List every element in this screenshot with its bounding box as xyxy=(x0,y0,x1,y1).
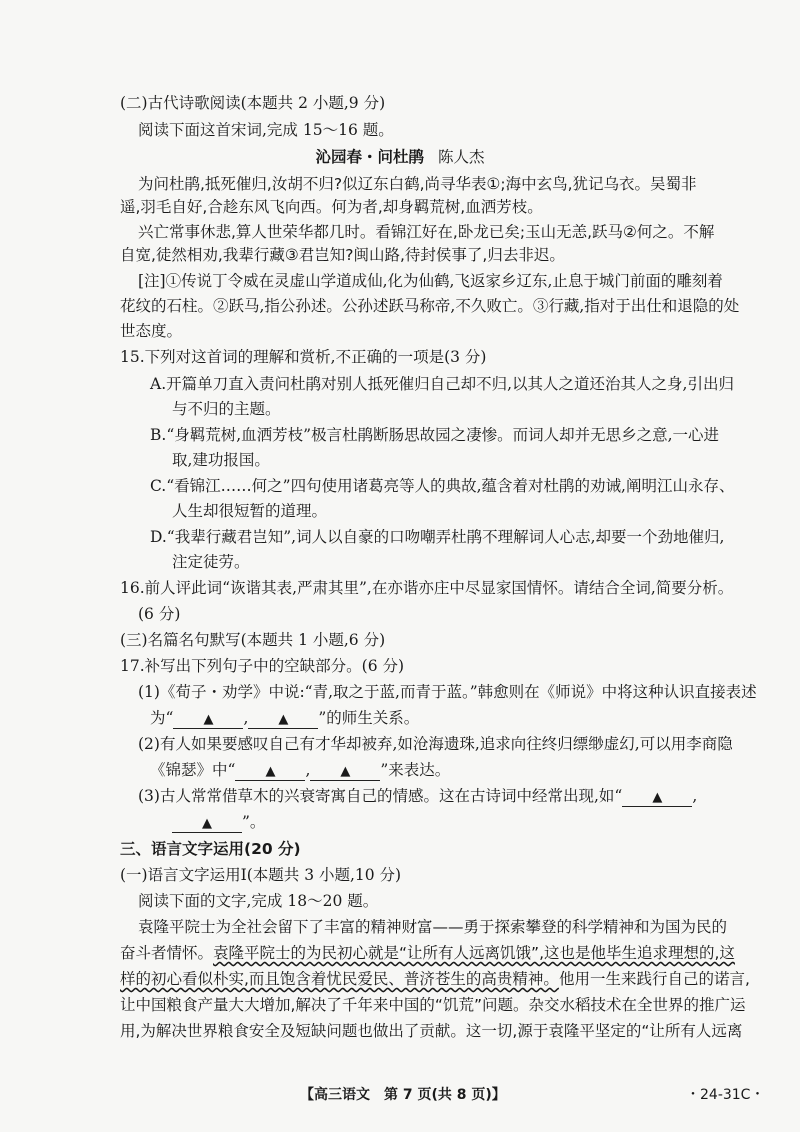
triangle-icon: ▲ xyxy=(265,764,276,779)
part-3-instruction: 阅读下面的文字,完成 18～20 题。 xyxy=(138,892,379,910)
section-heading-poetry: (二)古代诗歌阅读(本题共 2 小题,9 分) xyxy=(120,94,386,112)
passage-line: 袁隆平院士为全社会留下了丰富的精神财富——勇于探索攀登的科学精神和为国为民的 xyxy=(138,918,728,936)
q15-option-c-cont: 人生却很短暂的道理。 xyxy=(172,502,328,520)
poem-author: 陈人杰 xyxy=(438,148,485,166)
answer-blank[interactable] xyxy=(172,812,242,833)
answer-blank[interactable] xyxy=(235,760,305,781)
passage-line xyxy=(120,942,735,964)
footer-page-info: 【高三语文 第 7 页(共 8 页)】 xyxy=(300,1087,506,1103)
question-16-stem: 16.前人评此词“诙谐其表,严肃其里”,在亦谐亦庄中尽显家国情怀。请结合全词,简要分析。 xyxy=(120,579,734,597)
q15-option-a: A.开篇单刀直入责问杜鹃对别人抵死催归自己却不归,以其人之道还治其人之身,引出归 xyxy=(150,375,734,393)
q17-item-1-blanks xyxy=(150,707,419,729)
q17-item-2: (2)有人如果要感叹自己有才华却被弃,如沧海遗珠,追求向往终归缥缈虚幻,可以用李商隐 xyxy=(138,735,733,753)
q17-item-3 xyxy=(138,785,697,807)
part-3-subheading: (一)语言文字运用Ⅰ(本题共 3 小题,10 分) xyxy=(120,866,402,884)
passage-line: 用,为解决世界粮食安全及短缺问题也做出了贡献。这一切,源于袁隆平坚定的“让所有人远离 xyxy=(120,1022,743,1040)
q15-option-a-cont: 与不归的主题。 xyxy=(172,400,281,418)
poem-note: 花纹的石柱。②跃马,指公孙述。公孙述跃马称帝,不久败亡。③行藏,指对于出仕和退隐的处 xyxy=(120,297,740,315)
poem-title-line xyxy=(0,146,800,168)
passage-text: 奋斗者情怀。 xyxy=(120,944,214,962)
q17-item-1-separator: , xyxy=(243,709,249,727)
poem-note: 世态度。 xyxy=(120,322,183,340)
poem-note: [注]①传说丁令威在灵虚山学道成仙,化为仙鹤,飞返家乡辽东,止息于城门前面的雕刻着 xyxy=(138,272,723,290)
passage-line: 让中国粮食产量大大增加,解决了千年来中国的“饥荒”问题。杂交水稻技术在全世界的推广运 xyxy=(120,996,746,1014)
triangle-icon: ▲ xyxy=(340,764,351,779)
part-3-heading: 三、语言文字运用(20 分) xyxy=(120,840,301,858)
footer-code: ・24-31C・ xyxy=(686,1087,765,1103)
q17-item-1-suffix: ”的师生关系。 xyxy=(318,709,420,727)
q15-option-d-cont: 注定徒劳。 xyxy=(172,553,250,571)
question-17-stem: 17.补写出下列句子中的空缺部分。(6 分) xyxy=(120,657,405,675)
q15-option-b-cont: 取,建功报国。 xyxy=(172,451,270,469)
q15-option-d: D.“我辈行藏君岂知”,词人以自豪的口吻嘲弄杜鹃不理解词人心志,却要一个劲地催归, xyxy=(150,528,725,546)
q15-option-c: C.“看锦江……何之”四句使用诸葛亮等人的典故,蕴含着对杜鹃的劝诫,阐明江山永存、 xyxy=(150,477,735,495)
answer-blank[interactable] xyxy=(173,708,243,729)
passage-text: 他用一生来践行自己的诺言, xyxy=(558,970,750,988)
answer-blank[interactable] xyxy=(310,760,380,781)
triangle-icon: ▲ xyxy=(203,712,214,727)
poem-line: 兴亡常事休悲,算人世荣华都几时。看锦江好在,卧龙已矣;玉山无恙,跃马②何之。不解 xyxy=(138,223,715,241)
triangle-icon: ▲ xyxy=(202,816,212,831)
answer-blank[interactable] xyxy=(622,786,692,807)
section-heading-dictation: (三)名篇名句默写(本题共 1 小题,6 分) xyxy=(120,631,386,649)
triangle-icon: ▲ xyxy=(278,712,289,727)
q17-item-3-suffix: ”。 xyxy=(242,813,266,831)
q15-option-b: B.“身羁荒树,血洒芳枝”极言杜鹃断肠思故园之凄惨。而词人却并无思乡之意,一心进 xyxy=(150,426,720,444)
q17-item-2-prefix: 《锦瑟》中“ xyxy=(150,761,236,779)
answer-blank[interactable] xyxy=(248,708,318,729)
q17-item-2-separator: , xyxy=(305,761,311,779)
poem-line: 自宽,徒然相劝,我辈行藏③君岂知?闽山路,待封侯事了,归去非迟。 xyxy=(120,246,565,264)
q17-item-2-suffix: ”来表达。 xyxy=(380,761,451,779)
underlined-sentence: 袁隆平院士的为民初心就是“让所有人远离饥饿”,这也是他毕生追求理想的,这 xyxy=(213,944,735,962)
triangle-icon: ▲ xyxy=(652,790,663,805)
question-15-stem: 15.下列对这首词的理解和赏析,不正确的一项是(3 分) xyxy=(120,348,487,366)
poem-title: 沁园春・问杜鹃 xyxy=(315,148,424,166)
underlined-sentence: 样的初心看似朴实,而且饱含着忧民爱民、普济苍生的高贵精神。 xyxy=(120,970,559,988)
q17-item-1: (1)《荀子・劝学》中说:“青,取之于蓝,而青于蓝。”韩愈则在《师说》中将这种认识直接表述 xyxy=(138,683,757,701)
poetry-instruction: 阅读下面这首宋词,完成 15～16 题。 xyxy=(138,121,394,139)
poem-line: 遥,羽毛自好,合趁东风飞向西。何为者,却身羁荒树,血洒芳枝。 xyxy=(120,198,543,216)
q17-item-1-prefix: 为“ xyxy=(150,709,174,727)
passage-line xyxy=(120,968,750,990)
poem-line: 为问杜鹃,抵死催归,汝胡不归?似辽东白鹤,尚寻华表①;海中玄鸟,犹记乌衣。吴蜀非 xyxy=(138,175,697,193)
q17-item-3-separator: , xyxy=(692,787,698,805)
question-16-score: (6 分) xyxy=(138,605,181,623)
q17-item-2-blanks xyxy=(150,759,450,781)
q17-item-3-blanks xyxy=(172,811,265,833)
q17-item-3-text: (3)古人常常借草木的兴衰寄寓自己的情感。这在古诗词中经常出现,如“ xyxy=(138,787,623,805)
